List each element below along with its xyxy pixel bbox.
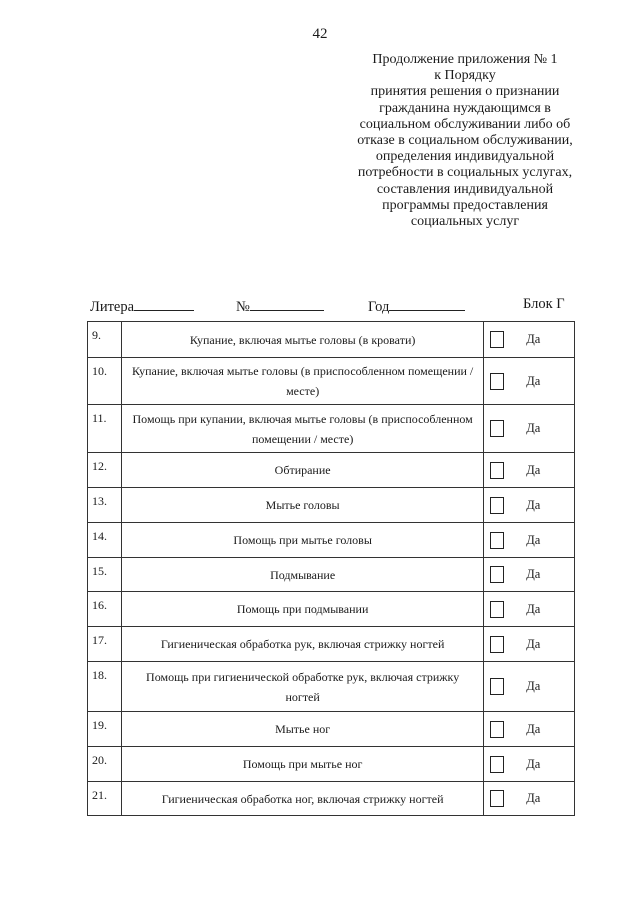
row-description: Купание, включая мытье головы (в приспособленном помещении / месте) [122, 358, 484, 405]
yes-label: Да [526, 497, 541, 512]
number-field [236, 296, 324, 316]
row-description: Гигиеническая обработка ног, включая стрижку ногтей [122, 782, 484, 816]
table-row [88, 453, 575, 488]
header-line: принятия решения о признании [370, 84, 560, 100]
table-row [88, 405, 575, 453]
row-description: Мытье ног [122, 712, 484, 747]
table-row [88, 322, 575, 358]
table-row [88, 558, 575, 592]
table-row [88, 627, 575, 662]
yes-checkbox[interactable] [490, 678, 504, 695]
table-row [88, 358, 575, 405]
answer-cell [484, 747, 575, 782]
row-number: 11. [88, 405, 122, 453]
yes-label: Да [526, 567, 541, 581]
row-number: 12. [88, 453, 122, 488]
appendix-header [330, 52, 600, 230]
row-description: Обтирание [122, 453, 484, 488]
row-number: 20. [88, 747, 122, 782]
row-number: 16. [88, 592, 122, 627]
row-description: Подмывание [122, 558, 484, 592]
header-line: Продолжение приложения № 1 [372, 52, 558, 67]
block-field [523, 296, 565, 313]
yes-checkbox[interactable] [490, 420, 504, 437]
yes-checkbox[interactable] [490, 497, 504, 514]
table-row [88, 712, 575, 747]
answer-cell [484, 592, 575, 627]
row-number: 19. [88, 712, 122, 747]
row-description: Гигиеническая обработка рук, включая стрижку ногтей [122, 627, 484, 662]
number-label: № [236, 299, 250, 315]
yes-checkbox[interactable] [490, 721, 504, 738]
yes-label: Да [526, 462, 541, 477]
row-number: 18. [88, 662, 122, 712]
yes-checkbox[interactable] [490, 462, 504, 479]
header-line: отказе в социальном обслуживании, [357, 133, 573, 149]
yes-checkbox[interactable] [490, 331, 504, 348]
year-field [368, 296, 465, 316]
answer-cell [484, 453, 575, 488]
row-description: Купание, включая мытье головы (в кровати) [122, 322, 484, 358]
litera-blank[interactable] [134, 296, 194, 311]
yes-checkbox[interactable] [490, 790, 504, 807]
table-row [88, 523, 575, 558]
yes-label: Да [526, 636, 541, 651]
table-row [88, 488, 575, 523]
row-number: 14. [88, 523, 122, 558]
yes-label: Да [526, 421, 541, 435]
page-number: 42 [312, 26, 328, 42]
row-number: 21. [88, 782, 122, 816]
row-description: Помощь при мытье ног [122, 747, 484, 782]
year-blank[interactable] [389, 296, 465, 311]
yes-label: Да [526, 679, 541, 693]
litera-field [90, 296, 194, 316]
header-line: составления индивидуальной [376, 181, 554, 197]
row-number: 9. [88, 322, 122, 358]
litera-label: Литера [90, 299, 135, 315]
yes-checkbox[interactable] [490, 601, 504, 618]
yes-checkbox[interactable] [490, 756, 504, 773]
table-row [88, 782, 575, 816]
header-line: социальном обслуживании либо об [359, 116, 571, 132]
yes-label: Да [526, 532, 541, 547]
answer-cell [484, 782, 575, 816]
services-table [87, 321, 575, 816]
answer-cell [484, 358, 575, 405]
answer-cell [484, 322, 575, 358]
yes-checkbox[interactable] [490, 532, 504, 549]
table-row [88, 747, 575, 782]
answer-cell [484, 558, 575, 592]
answer-cell [484, 523, 575, 558]
row-number: 13. [88, 488, 122, 523]
header-line: определения индивидуальной [375, 149, 555, 165]
answer-cell [484, 662, 575, 712]
yes-checkbox[interactable] [490, 566, 504, 583]
header-line: гражданина нуждающимся в [379, 100, 551, 116]
yes-label: Да [526, 373, 541, 388]
yes-label: Да [526, 756, 541, 771]
header-line: социальных услуг [410, 214, 520, 230]
year-label: Год [368, 299, 390, 315]
header-line: программы предоставления [382, 197, 548, 213]
block-label: Блок Г [523, 296, 565, 312]
row-description: Помощь при гигиенической обработке рук, включая стрижку ногтей [122, 662, 484, 712]
answer-cell [484, 712, 575, 747]
row-description: Мытье головы [122, 488, 484, 523]
answer-cell [484, 627, 575, 662]
number-blank[interactable] [250, 296, 324, 311]
row-description: Помощь при мытье головы [122, 523, 484, 558]
yes-label: Да [526, 721, 541, 736]
header-line: к Порядку [434, 68, 496, 84]
answer-cell [484, 405, 575, 453]
yes-label: Да [526, 332, 541, 346]
row-number: 17. [88, 627, 122, 662]
table-row [88, 592, 575, 627]
row-description: Помощь при купании, включая мытье головы (в приспособленном помещении / месте) [122, 405, 484, 453]
yes-checkbox[interactable] [490, 636, 504, 653]
row-number: 15. [88, 558, 122, 592]
header-line: потребности в социальных услугах, [357, 165, 573, 181]
yes-label: Да [526, 601, 541, 616]
row-number: 10. [88, 358, 122, 405]
answer-cell [484, 488, 575, 523]
row-description: Помощь при подмывании [122, 592, 484, 627]
table-row [88, 662, 575, 712]
yes-label: Да [526, 791, 541, 805]
yes-checkbox[interactable] [490, 373, 504, 390]
form-fields [90, 296, 580, 316]
